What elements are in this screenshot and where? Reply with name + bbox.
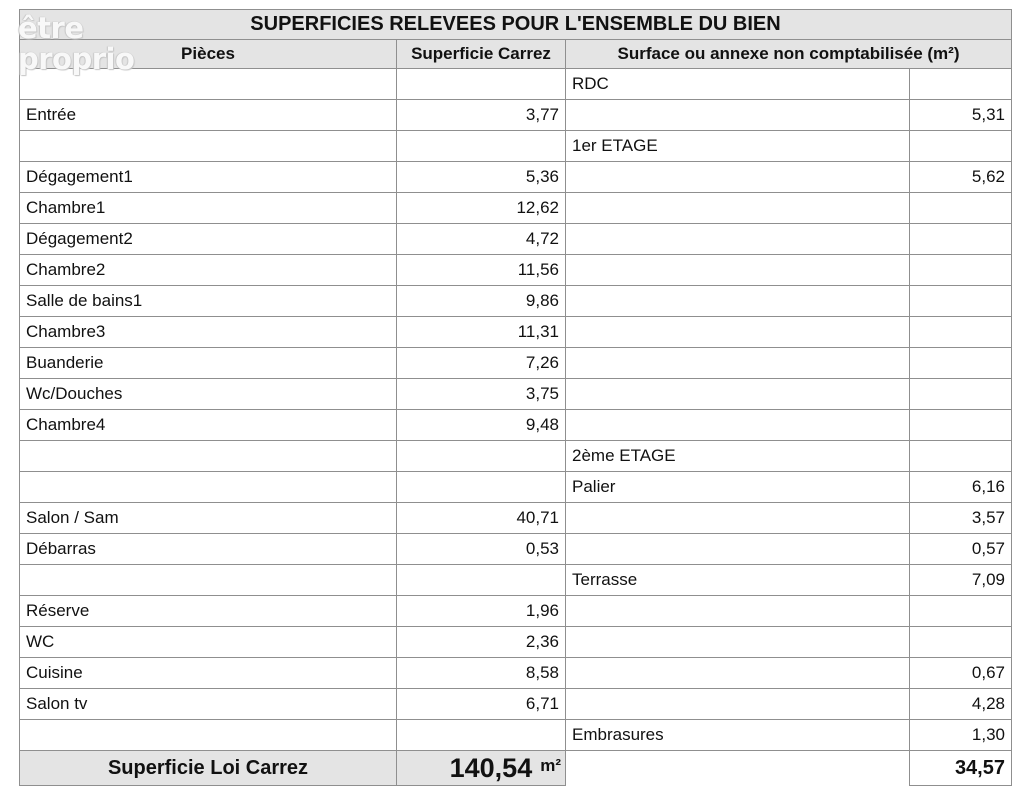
cell-annex-label: [566, 379, 910, 410]
total-gap: [566, 751, 910, 786]
cell-carrez: 11,56: [397, 255, 566, 286]
table-row: [20, 658, 1012, 689]
table-row: [20, 627, 1012, 658]
cell-carrez: 9,48: [397, 410, 566, 441]
cell-piece: Cuisine: [20, 658, 397, 689]
cell-annex-value: 0,57: [910, 534, 1012, 565]
header-pieces: Pièces: [20, 40, 397, 69]
cell-carrez: 3,75: [397, 379, 566, 410]
table-row: [20, 534, 1012, 565]
table-row: [20, 69, 1012, 100]
total-annex-value: 34,57: [910, 751, 1012, 786]
table-row: [20, 410, 1012, 441]
cell-piece: Buanderie: [20, 348, 397, 379]
cell-annex-label: Embrasures: [566, 720, 910, 751]
cell-annex-label: [566, 162, 910, 193]
cell-piece: Chambre1: [20, 193, 397, 224]
cell-carrez: 5,36: [397, 162, 566, 193]
table-title: SUPERFICIES RELEVEES POUR L'ENSEMBLE DU BIEN: [20, 10, 1012, 40]
total-row: [20, 751, 1012, 786]
cell-carrez: 4,72: [397, 224, 566, 255]
cell-carrez: [397, 472, 566, 503]
cell-annex-label: [566, 348, 910, 379]
cell-piece: Salle de bains1: [20, 286, 397, 317]
cell-annex-label: [566, 689, 910, 720]
cell-annex-value: [910, 224, 1012, 255]
cell-annex-label: [566, 503, 910, 534]
cell-piece: Réserve: [20, 596, 397, 627]
table-row: [20, 286, 1012, 317]
cell-piece: Salon tv: [20, 689, 397, 720]
header-carrez: Superficie Carrez: [397, 40, 566, 69]
cell-carrez: 0,53: [397, 534, 566, 565]
cell-piece: [20, 131, 397, 162]
cell-annex-value: 5,31: [910, 100, 1012, 131]
table-row: [20, 689, 1012, 720]
cell-annex-label: [566, 286, 910, 317]
cell-annex-label: RDC: [566, 69, 910, 100]
cell-annex-value: [910, 69, 1012, 100]
total-carrez: [397, 751, 566, 786]
cell-carrez: 7,26: [397, 348, 566, 379]
table-row: [20, 348, 1012, 379]
cell-annex-value: [910, 286, 1012, 317]
cell-carrez: 2,36: [397, 627, 566, 658]
table-row: [20, 379, 1012, 410]
cell-carrez: 12,62: [397, 193, 566, 224]
cell-annex-label: [566, 317, 910, 348]
cell-annex-label: Palier: [566, 472, 910, 503]
table-row: [20, 472, 1012, 503]
table-row: [20, 565, 1012, 596]
cell-carrez: 3,77: [397, 100, 566, 131]
cell-annex-value: 1,30: [910, 720, 1012, 751]
table-row: [20, 131, 1012, 162]
cell-annex-label: [566, 255, 910, 286]
cell-annex-value: 3,57: [910, 503, 1012, 534]
cell-carrez: [397, 565, 566, 596]
cell-annex-value: [910, 596, 1012, 627]
cell-annex-label: 1er ETAGE: [566, 131, 910, 162]
cell-annex-value: [910, 410, 1012, 441]
cell-carrez: [397, 131, 566, 162]
table-row: [20, 224, 1012, 255]
table-body: [20, 69, 1012, 751]
table-row: [20, 503, 1012, 534]
cell-piece: [20, 565, 397, 596]
cell-annex-value: [910, 131, 1012, 162]
surfaces-table: [19, 9, 1012, 786]
cell-carrez: [397, 441, 566, 472]
cell-annex-label: Terrasse: [566, 565, 910, 596]
table-row: [20, 720, 1012, 751]
cell-annex-label: [566, 193, 910, 224]
cell-piece: Chambre3: [20, 317, 397, 348]
cell-carrez: 9,86: [397, 286, 566, 317]
cell-piece: WC: [20, 627, 397, 658]
cell-carrez: 1,96: [397, 596, 566, 627]
cell-piece: Entrée: [20, 100, 397, 131]
cell-annex-label: [566, 224, 910, 255]
cell-annex-value: [910, 193, 1012, 224]
cell-carrez: 11,31: [397, 317, 566, 348]
table-row: [20, 255, 1012, 286]
cell-piece: [20, 720, 397, 751]
cell-piece: Dégagement1: [20, 162, 397, 193]
cell-annex-value: [910, 627, 1012, 658]
watermark-line-1: être: [18, 11, 84, 45]
table-row: [20, 162, 1012, 193]
cell-carrez: [397, 720, 566, 751]
cell-annex-label: [566, 658, 910, 689]
table-row: [20, 193, 1012, 224]
table-row: [20, 317, 1012, 348]
cell-annex-value: 0,67: [910, 658, 1012, 689]
cell-carrez: 6,71: [397, 689, 566, 720]
header-annexe: Surface ou annexe non comptabilisée (m²): [566, 40, 1012, 69]
cell-carrez: [397, 69, 566, 100]
cell-piece: [20, 472, 397, 503]
cell-annex-value: 6,16: [910, 472, 1012, 503]
cell-piece: [20, 69, 397, 100]
watermark-line-2: proprio: [18, 42, 135, 76]
title-row: [20, 10, 1012, 40]
table-row: [20, 100, 1012, 131]
cell-annex-label: [566, 410, 910, 441]
cell-piece: Chambre2: [20, 255, 397, 286]
cell-piece: Salon / Sam: [20, 503, 397, 534]
cell-annex-label: [566, 596, 910, 627]
table-row: [20, 441, 1012, 472]
cell-annex-label: [566, 627, 910, 658]
cell-annex-value: [910, 379, 1012, 410]
cell-annex-value: [910, 441, 1012, 472]
total-carrez-value: 140,54: [449, 752, 533, 783]
total-carrez-unit: m²: [540, 755, 561, 775]
cell-piece: Débarras: [20, 534, 397, 565]
cell-annex-value: [910, 255, 1012, 286]
cell-piece: Wc/Douches: [20, 379, 397, 410]
cell-annex-label: 2ème ETAGE: [566, 441, 910, 472]
header-row: [20, 40, 1012, 69]
cell-annex-value: 4,28: [910, 689, 1012, 720]
table-row: [20, 596, 1012, 627]
cell-carrez: 40,71: [397, 503, 566, 534]
cell-piece: Dégagement2: [20, 224, 397, 255]
cell-piece: [20, 441, 397, 472]
cell-annex-value: [910, 348, 1012, 379]
cell-annex-value: 5,62: [910, 162, 1012, 193]
total-label: Superficie Loi Carrez: [20, 751, 397, 786]
cell-annex-label: [566, 100, 910, 131]
cell-carrez: 8,58: [397, 658, 566, 689]
cell-annex-value: 7,09: [910, 565, 1012, 596]
cell-piece: Chambre4: [20, 410, 397, 441]
cell-annex-label: [566, 534, 910, 565]
cell-annex-value: [910, 317, 1012, 348]
